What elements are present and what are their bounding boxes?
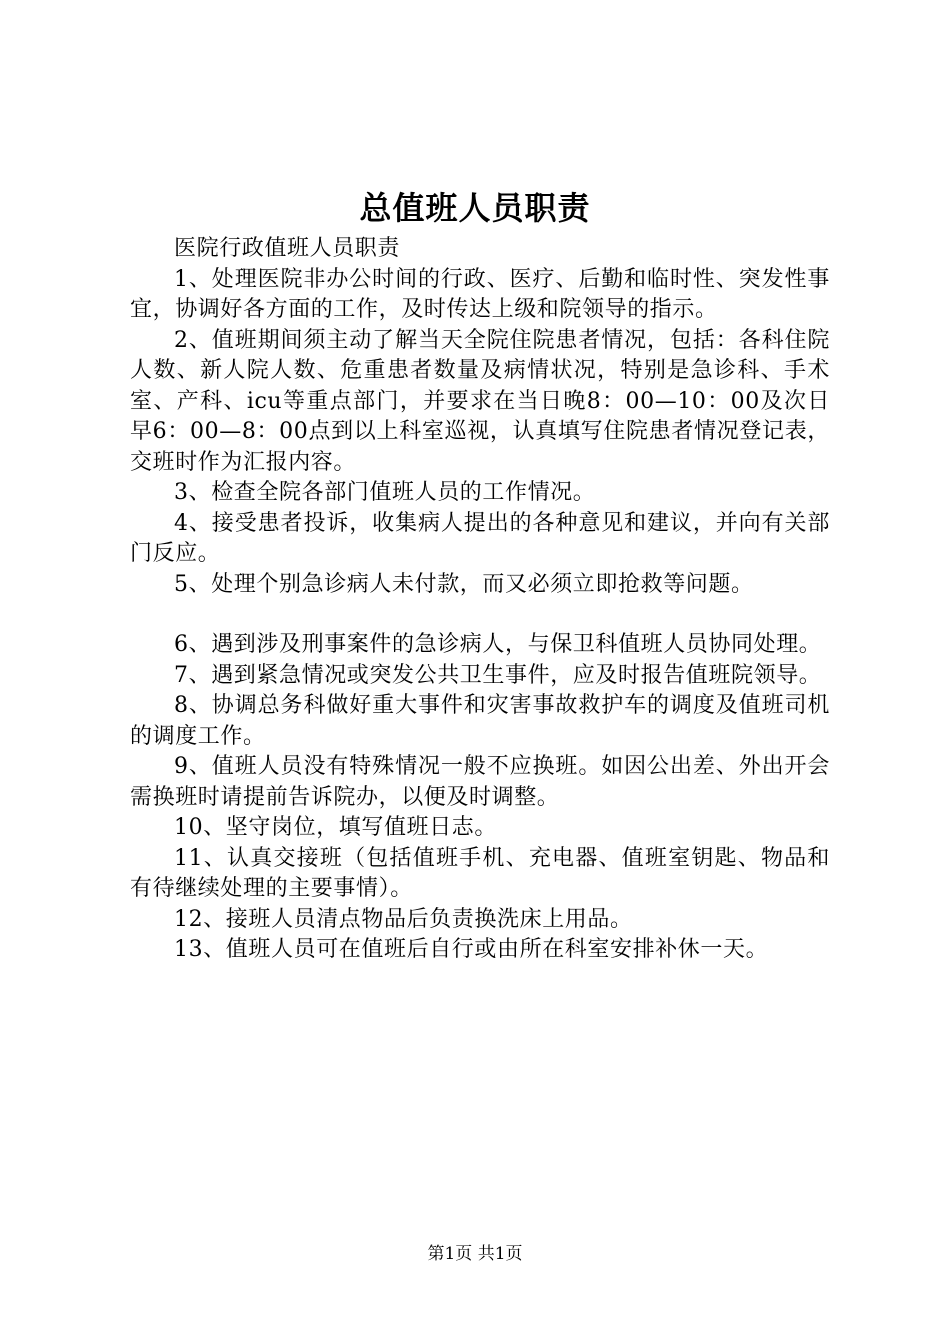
duty-item-8: 8、协调总务科做好重大事件和灾害事故救护车的调度及值班司机的调度工作。 [130,693,830,749]
duty-item-3: 3、检查全院各部门值班人员的工作情况。 [174,480,596,505]
document-subtitle: 医院行政值班人员职责 [174,236,401,261]
duty-item-7: 7、遇到紧急情况或突发公共卫生事件，应及时报告值班院领导。 [174,662,822,688]
duty-item-11: 11、认真交接班（包括值班手机、充电器、值班室钥匙、物品和有待继续处理的主要事情）。 [130,845,830,901]
document-title: 总值班人员职责 [359,189,591,227]
duty-item-13: 13、值班人员可在值班后自行或由所在科室安排补休一天。 [174,937,769,962]
duty-item-10: 10、坚守岗位，填写值班日志。 [174,815,497,840]
duty-item-1: 1、处理医院非办公时间的行政、医疗、后勤和临时性、突发性事宜，协调好各方面的工作，及时传达上级和院领导的指示。 [130,266,830,322]
duty-item-4: 4、接受患者投诉，收集病人提出的各种意见和建议，并向有关部门反应。 [130,510,830,566]
page-footer: 第1页 共1页 [427,1244,523,1264]
duty-item-6: 6、遇到涉及刑事案件的急诊病人，与保卫科值班人员协同处理。 [174,632,822,657]
duty-item-9: 9、值班人员没有特殊情况一般不应换班。如因公出差、外出开会需换班时请提前告诉院办，以便及时调整。 [130,754,830,810]
document-body [130,234,830,966]
duty-item-12: 12、接班人员清点物品后负责换洗床上用品。 [174,906,633,932]
duty-item-5: 5、处理个别急诊病人未付款，而又必须立即抢救等问题。 [174,571,754,597]
duty-item-2: 2、值班期间须主动了解当天全院住院患者情况，包括：各科住院人数、新人院人数、危重患者数量及病情状况，特别是急诊科、手术室、产科、icu等重点部门，并要求在当日晚8：00—10：00及次日早6：00—8：00点到以上科室巡视，认真填写住院患者情况登记表，交班时作为汇报内容。 [130,327,830,475]
